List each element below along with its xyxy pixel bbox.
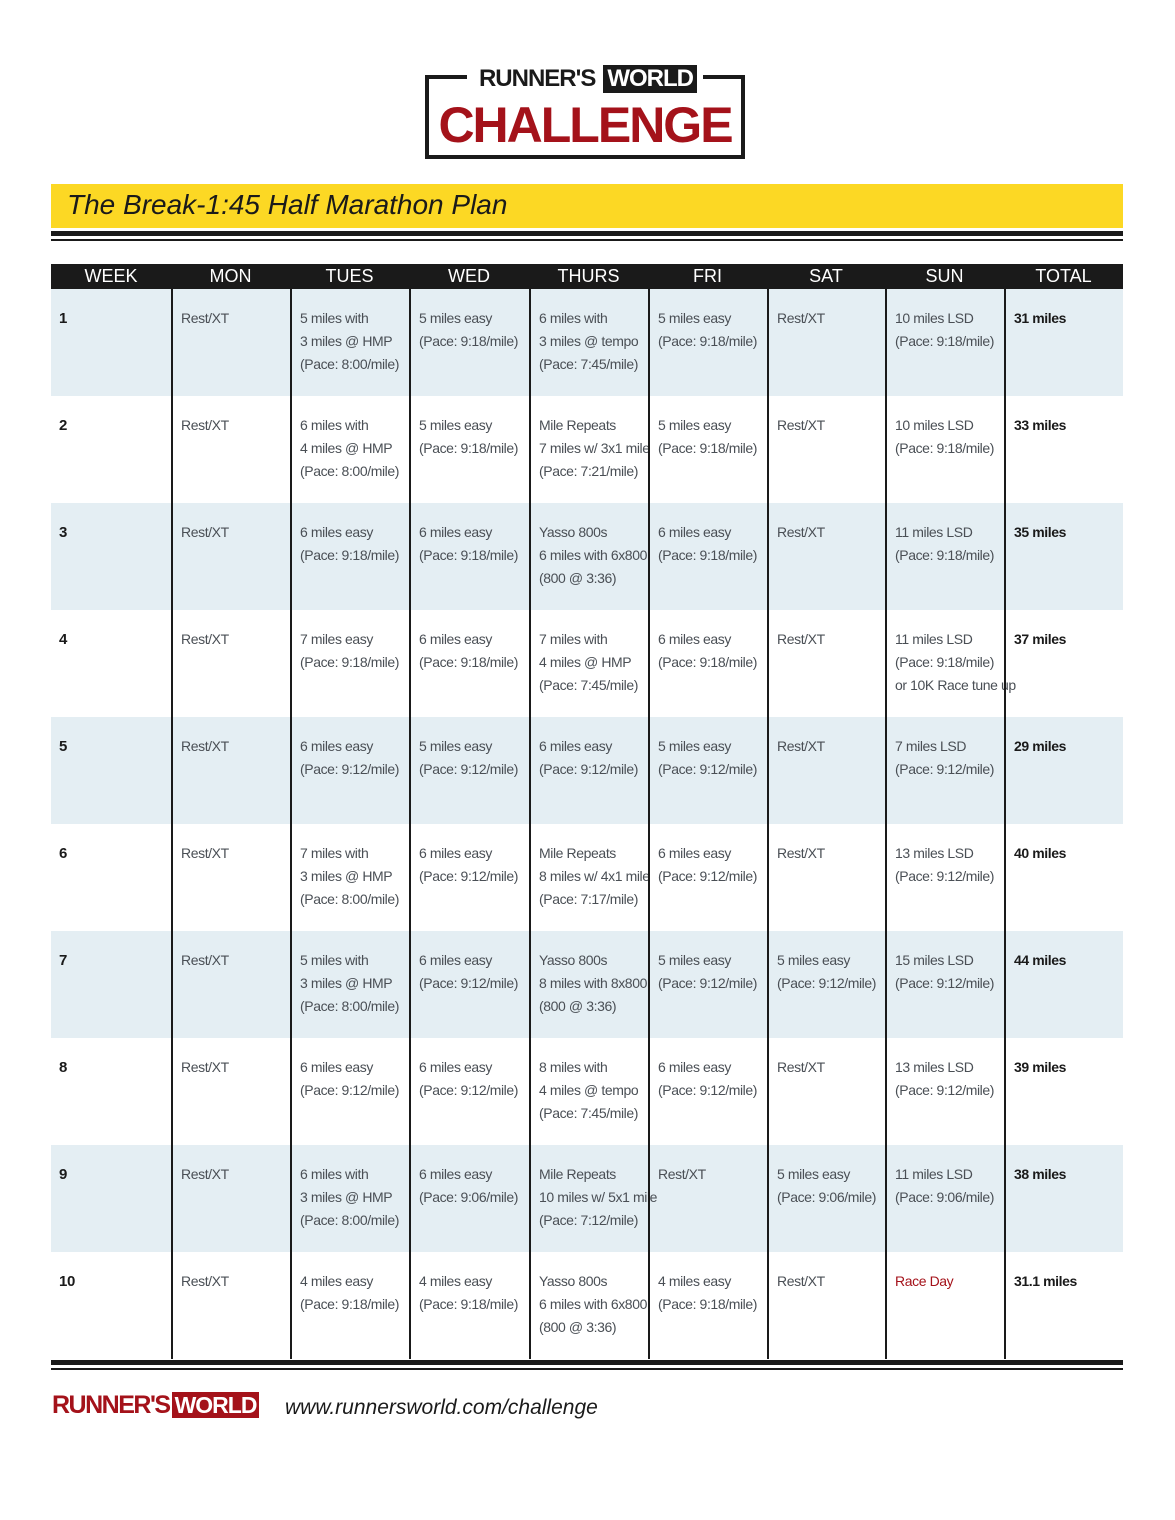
workout-cell	[767, 1038, 885, 1145]
workout-line: (Pace: 9:18/mile)	[895, 440, 995, 456]
workout-line: (Pace: 9:18/mile)	[419, 1296, 519, 1312]
workout-line: (Pace: 9:18/mile)	[658, 547, 758, 563]
workout-cell	[171, 824, 290, 931]
title-rule-thin	[51, 239, 1123, 241]
workout-line: 7 miles LSD	[895, 738, 967, 754]
workout-line: 6 miles easy	[419, 631, 493, 647]
workout-line: 3 miles @ tempo	[539, 333, 639, 349]
workout-line: Rest/XT	[181, 1273, 229, 1289]
title-rule-thick	[51, 231, 1123, 236]
workout-cell	[529, 1145, 658, 1252]
workout-cell	[885, 289, 1004, 396]
table-row	[51, 931, 1123, 1038]
workout-line: 8 miles w/ 4x1 mile	[539, 868, 650, 884]
workout-line: (Pace: 9:12/mile)	[658, 868, 758, 884]
workout-line: 6 miles easy	[419, 1166, 493, 1182]
workout-line: 5 miles easy	[419, 417, 493, 433]
workout-cell	[767, 503, 885, 610]
workout-cell	[171, 610, 290, 717]
workout-line: (Pace: 9:18/mile)	[419, 333, 519, 349]
workout-line: (Pace: 7:21/mile)	[539, 463, 639, 479]
weekly-total: 39 miles	[1004, 1038, 1123, 1145]
workout-cell	[648, 396, 767, 503]
workout-line: 5 miles easy	[777, 952, 851, 968]
workout-line: (Pace: 8:00/mile)	[300, 463, 400, 479]
weekly-total: 31 miles	[1004, 289, 1123, 396]
bottom-rule-thin	[51, 1368, 1123, 1370]
table-row	[51, 396, 1123, 503]
week-number: 7	[59, 952, 67, 969]
workout-line: 5 miles easy	[777, 1166, 851, 1182]
workout-line: Mile Repeats	[539, 845, 616, 861]
workout-cell	[409, 824, 529, 931]
workout-line: (Pace: 9:12/mile)	[419, 975, 519, 991]
workout-line: 13 miles LSD	[895, 1059, 974, 1075]
column-header: MON	[209, 266, 252, 286]
column-header: TUES	[325, 266, 374, 286]
workout-line: 7 miles easy	[300, 631, 374, 647]
week-number: 5	[59, 738, 67, 755]
workout-cell	[529, 503, 648, 610]
workout-cell	[409, 717, 529, 824]
workout-cell	[529, 1252, 648, 1359]
workout-line: Rest/XT	[181, 524, 229, 540]
workout-cell	[171, 396, 290, 503]
weekly-total: 38 miles	[1004, 1145, 1123, 1252]
workout-cell	[171, 931, 290, 1038]
table-body	[51, 289, 1123, 1359]
workout-line: Yasso 800s	[539, 952, 608, 968]
workout-line: Rest/XT	[181, 631, 229, 647]
weekly-total: 33 miles	[1004, 396, 1123, 503]
table-row	[51, 289, 1123, 396]
challenge-logo	[425, 65, 745, 159]
workout-line: 8 miles with	[539, 1059, 608, 1075]
week-number: 4	[59, 631, 67, 648]
workout-cell	[409, 396, 529, 503]
workout-cell	[767, 289, 885, 396]
workout-line: (Pace: 9:12/mile)	[539, 761, 639, 777]
workout-line: (Pace: 9:12/mile)	[895, 761, 995, 777]
weekly-total: 35 miles	[1004, 503, 1123, 610]
table-row	[51, 824, 1123, 931]
workout-cell	[529, 396, 648, 503]
table-row	[51, 1145, 1123, 1252]
workout-cell	[767, 717, 885, 824]
workout-line: 4 miles easy	[300, 1273, 374, 1289]
workout-line: 6 miles with 6x800	[539, 547, 647, 563]
workout-cell	[648, 1145, 767, 1252]
workout-line: Rest/XT	[181, 952, 229, 968]
workout-line: (800 @ 3:36)	[539, 998, 617, 1014]
workout-line: 6 miles easy	[300, 524, 374, 540]
workout-line: 6 miles easy	[658, 524, 732, 540]
workout-line: (Pace: 9:18/mile)	[895, 547, 995, 563]
footer-logo	[52, 1391, 259, 1420]
workout-line: 11 miles LSD	[895, 1166, 973, 1182]
workout-cell	[767, 1252, 885, 1359]
column-header: THURS	[557, 266, 620, 286]
footer-brand-right: WORLD	[172, 1392, 260, 1418]
workout-line: 10 miles LSD	[895, 310, 974, 326]
column-header: SUN	[925, 266, 964, 286]
workout-line: 6 miles easy	[658, 1059, 732, 1075]
workout-line: (Pace: 9:18/mile)	[419, 654, 519, 670]
workout-line: 5 miles easy	[658, 417, 732, 433]
workout-cell	[885, 1038, 1004, 1145]
workout-cell	[409, 1038, 529, 1145]
workout-line: (Pace: 9:18/mile)	[658, 333, 758, 349]
workout-cell	[409, 931, 529, 1038]
workout-cell	[885, 931, 1004, 1038]
workout-line: Rest/XT	[777, 524, 825, 540]
workout-line: (Pace: 9:18/mile)	[895, 333, 995, 349]
workout-line: Rest/XT	[777, 845, 825, 861]
workout-line: 6 miles with	[300, 1166, 369, 1182]
workout-line: (Pace: 9:12/mile)	[419, 868, 519, 884]
workout-line: (Pace: 9:18/mile)	[300, 1296, 400, 1312]
workout-cell	[529, 1038, 648, 1145]
workout-line: Rest/XT	[181, 1059, 229, 1075]
workout-cell	[529, 824, 648, 931]
workout-line: 6 miles easy	[658, 845, 732, 861]
workout-cell	[290, 396, 409, 503]
workout-cell	[171, 1145, 290, 1252]
workout-cell	[290, 289, 409, 396]
logo-challenge-text: CHALLENGE	[438, 97, 732, 153]
workout-cell	[171, 1038, 290, 1145]
week-number: 6	[59, 845, 67, 862]
workout-line: (Pace: 9:12/mile)	[419, 761, 519, 777]
workout-line: Rest/XT	[777, 417, 825, 433]
workout-cell	[171, 289, 290, 396]
workout-cell	[648, 1252, 767, 1359]
workout-line: Rest/XT	[777, 631, 825, 647]
week-number: 1	[59, 310, 67, 327]
workout-line: 3 miles @ HMP	[300, 333, 393, 349]
workout-line: 4 miles @ HMP	[539, 654, 632, 670]
workout-line: 4 miles easy	[419, 1273, 493, 1289]
table-row	[51, 610, 1123, 717]
workout-line: Mile Repeats	[539, 417, 616, 433]
workout-line: (Pace: 7:17/mile)	[539, 891, 639, 907]
workout-line: (Pace: 9:12/mile)	[419, 1082, 519, 1098]
workout-line: 11 miles LSD	[895, 524, 973, 540]
week-number: 2	[59, 417, 67, 434]
workout-cell	[767, 931, 885, 1038]
workout-line: 6 miles easy	[419, 524, 493, 540]
workout-line: (Pace: 8:00/mile)	[300, 1212, 400, 1228]
workout-cell	[529, 717, 648, 824]
workout-line: 8 miles with 8x800	[539, 975, 647, 991]
footer-brand-left: RUNNER'S	[52, 1391, 170, 1419]
workout-cell	[290, 1038, 409, 1145]
workout-line: 5 miles with	[300, 952, 369, 968]
page-title: The Break-1:45 Half Marathon Plan	[67, 189, 508, 220]
workout-line: 6 miles with	[539, 310, 608, 326]
workout-line: 3 miles @ HMP	[300, 1189, 393, 1205]
workout-cell	[290, 1145, 409, 1252]
workout-cell	[648, 289, 767, 396]
workout-line: (Pace: 9:06/mile)	[777, 1189, 877, 1205]
column-header: TOTAL	[1035, 266, 1092, 286]
workout-cell	[648, 503, 767, 610]
workout-line: (Pace: 9:18/mile)	[895, 654, 995, 670]
training-plan-table	[51, 264, 1123, 1359]
workout-line: (Pace: 9:12/mile)	[895, 975, 995, 991]
table-row	[51, 1038, 1123, 1145]
column-header: FRI	[693, 266, 722, 286]
workout-line: 4 miles @ tempo	[539, 1082, 639, 1098]
table-header	[51, 264, 1123, 289]
workout-line: (800 @ 3:36)	[539, 1319, 617, 1335]
week-number: 10	[59, 1273, 75, 1290]
workout-cell	[648, 610, 767, 717]
workout-line: Rest/XT	[777, 310, 825, 326]
workout-line: (Pace: 9:12/mile)	[658, 761, 758, 777]
week-number: 3	[59, 524, 67, 541]
workout-cell	[529, 610, 648, 717]
workout-cell	[648, 824, 767, 931]
table-row	[51, 1252, 1123, 1359]
workout-line: 15 miles LSD	[895, 952, 974, 968]
workout-line: 13 miles LSD	[895, 845, 974, 861]
workout-line: 6 miles easy	[300, 1059, 374, 1075]
workout-line: (Pace: 7:45/mile)	[539, 677, 639, 693]
workout-line: (Pace: 9:12/mile)	[300, 761, 400, 777]
workout-line: 10 miles w/ 5x1 mile	[539, 1189, 658, 1205]
workout-line: 5 miles with	[300, 310, 369, 326]
workout-line: 6 miles easy	[539, 738, 613, 754]
workout-line: 6 miles with 6x800	[539, 1296, 647, 1312]
logo-brand	[429, 65, 741, 93]
workout-line: Race Day	[895, 1273, 954, 1289]
workout-line: Rest/XT	[777, 1059, 825, 1075]
column-header: SAT	[809, 266, 843, 286]
workout-line: Rest/XT	[658, 1166, 706, 1182]
workout-line: (Pace: 9:12/mile)	[895, 868, 995, 884]
workout-cell	[767, 824, 885, 931]
workout-line: 5 miles easy	[419, 310, 493, 326]
workout-line: 3 miles @ HMP	[300, 975, 393, 991]
workout-line: Rest/XT	[181, 417, 229, 433]
workout-cell	[767, 396, 885, 503]
workout-line: 6 miles easy	[419, 845, 493, 861]
workout-line: (Pace: 9:18/mile)	[300, 547, 400, 563]
footer-url[interactable]: www.runnersworld.com/challenge	[285, 1396, 598, 1419]
weekly-total: 44 miles	[1004, 931, 1123, 1038]
column-header: WED	[448, 266, 490, 286]
workout-cell	[529, 931, 648, 1038]
workout-line: (Pace: 9:12/mile)	[300, 1082, 400, 1098]
workout-cell	[409, 503, 529, 610]
workout-cell	[409, 1145, 529, 1252]
workout-line: (Pace: 7:12/mile)	[539, 1212, 639, 1228]
workout-line: (Pace: 9:18/mile)	[658, 440, 758, 456]
workout-cell	[290, 931, 409, 1038]
workout-line: Yasso 800s	[539, 1273, 608, 1289]
workout-line: 5 miles easy	[658, 952, 732, 968]
workout-cell	[885, 610, 1016, 717]
workout-line: 6 miles with	[300, 417, 369, 433]
workout-cell	[648, 717, 767, 824]
workout-line: 10 miles LSD	[895, 417, 974, 433]
workout-line: 4 miles @ HMP	[300, 440, 393, 456]
workout-line: Rest/XT	[181, 845, 229, 861]
workout-line: 4 miles easy	[658, 1273, 732, 1289]
workout-line: (Pace: 8:00/mile)	[300, 356, 400, 372]
workout-line: 5 miles easy	[658, 310, 732, 326]
workout-line: 7 miles with	[300, 845, 369, 861]
workout-line: (Pace: 9:18/mile)	[658, 654, 758, 670]
logo-brand-left: RUNNER'S	[473, 65, 601, 93]
workout-line: (Pace: 9:18/mile)	[658, 1296, 758, 1312]
workout-line: 7 miles with	[539, 631, 608, 647]
workout-line: 7 miles w/ 3x1 mile	[539, 440, 650, 456]
workout-cell	[767, 1145, 885, 1252]
workout-cell	[290, 1252, 409, 1359]
column-header: WEEK	[84, 266, 138, 286]
workout-line: (Pace: 7:45/mile)	[539, 356, 639, 372]
workout-line: or 10K Race tune up	[895, 677, 1016, 693]
workout-line: 5 miles easy	[419, 738, 493, 754]
workout-line: 6 miles easy	[419, 952, 493, 968]
workout-line: 11 miles LSD	[895, 631, 973, 647]
workout-line: (Pace: 9:18/mile)	[300, 654, 400, 670]
workout-line: Rest/XT	[181, 310, 229, 326]
workout-cell	[409, 1252, 529, 1359]
workout-line: 5 miles easy	[658, 738, 732, 754]
workout-cell	[885, 717, 1004, 824]
workout-line: 3 miles @ HMP	[300, 868, 393, 884]
workout-cell	[648, 1038, 767, 1145]
workout-line: Rest/XT	[777, 738, 825, 754]
table-row	[51, 717, 1123, 824]
workout-cell	[885, 1252, 1004, 1359]
week-number: 8	[59, 1059, 67, 1076]
workout-line: (Pace: 8:00/mile)	[300, 998, 400, 1014]
workout-cell	[767, 610, 885, 717]
workout-line: (Pace: 7:45/mile)	[539, 1105, 639, 1121]
workout-cell	[290, 824, 409, 931]
workout-line: (Pace: 9:12/mile)	[658, 975, 758, 991]
title-band	[51, 184, 1123, 228]
bottom-rule-thick	[51, 1360, 1123, 1365]
workout-line: (Pace: 9:06/mile)	[419, 1189, 519, 1205]
workout-line: (800 @ 3:36)	[539, 570, 617, 586]
workout-cell	[885, 1145, 1004, 1252]
weekly-total: 40 miles	[1004, 824, 1123, 931]
workout-cell	[885, 503, 1004, 610]
weekly-total: 31.1 miles	[1004, 1252, 1123, 1359]
workout-cell	[529, 289, 648, 396]
workout-cell	[409, 610, 529, 717]
workout-cell	[885, 396, 1004, 503]
workout-line: Rest/XT	[777, 1273, 825, 1289]
workout-line: Yasso 800s	[539, 524, 608, 540]
workout-cell	[290, 717, 409, 824]
table-row	[51, 503, 1123, 610]
workout-line: (Pace: 9:06/mile)	[895, 1189, 995, 1205]
weekly-total: 29 miles	[1004, 717, 1123, 824]
workout-line: (Pace: 9:12/mile)	[777, 975, 877, 991]
week-number: 9	[59, 1166, 67, 1183]
workout-line: (Pace: 9:12/mile)	[658, 1082, 758, 1098]
workout-line: (Pace: 9:18/mile)	[419, 440, 519, 456]
workout-cell	[171, 503, 290, 610]
workout-cell	[290, 610, 409, 717]
workout-line: 6 miles easy	[300, 738, 374, 754]
workout-line: 6 miles easy	[419, 1059, 493, 1075]
workout-line: (Pace: 9:18/mile)	[419, 547, 519, 563]
workout-line: (Pace: 9:12/mile)	[895, 1082, 995, 1098]
workout-cell	[171, 717, 290, 824]
workout-cell	[290, 503, 409, 610]
workout-cell	[885, 824, 1004, 931]
workout-cell	[171, 1252, 290, 1359]
workout-line: Mile Repeats	[539, 1166, 616, 1182]
weekly-total: 37 miles	[1004, 610, 1123, 717]
workout-line: Rest/XT	[181, 738, 229, 754]
workout-cell	[409, 289, 529, 396]
workout-line: (Pace: 8:00/mile)	[300, 891, 400, 907]
workout-line: 6 miles easy	[658, 631, 732, 647]
workout-line: Rest/XT	[181, 1166, 229, 1182]
logo-brand-right: WORLD	[603, 65, 697, 93]
workout-cell	[648, 931, 767, 1038]
